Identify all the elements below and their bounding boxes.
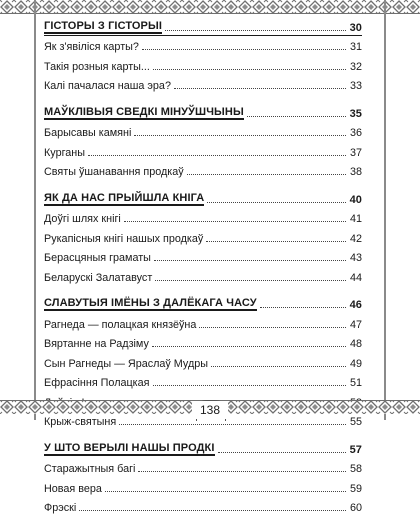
leader-dots <box>247 115 346 117</box>
entry-title: Рагнеда — полацкая князёўна <box>44 319 196 331</box>
entry-title: Новая вера <box>44 483 102 495</box>
toc-entry <box>44 225 362 245</box>
leader-dots <box>165 29 346 31</box>
entry-title: Берасцяныя граматы <box>44 252 151 264</box>
leader-dots <box>138 470 346 472</box>
section-heading: СЛАВУТЫЯ ІМЁНЫ З ДАЛЁКАГА ЧАСУ <box>44 297 257 311</box>
left-margin-line <box>34 0 36 420</box>
section-heading: МАЎКЛІВЫЯ СВЕДКІ МІНУЎШЧЫНЫ <box>44 106 244 120</box>
section-heading: У ШТО ВЕРЫЛІ НАШЫ ПРОДКІ <box>44 442 215 456</box>
page-ref: 46 <box>348 299 362 311</box>
page-ref: 40 <box>348 194 362 206</box>
entry-title: Барысавы камяні <box>44 127 131 139</box>
leader-dots <box>199 326 346 328</box>
right-margin-line <box>384 0 386 420</box>
page-number: 138 <box>192 401 228 419</box>
entry-title: Вяртанне на Радзіму <box>44 338 149 350</box>
entry-title: Крыж-святыня <box>44 416 116 428</box>
leader-dots <box>207 201 346 203</box>
section-heading: ЯК ДА НАС ПРЫЙШЛА КНІГА <box>44 192 204 206</box>
toc-entry <box>44 245 362 265</box>
page-ref: 47 <box>348 319 362 331</box>
toc-entry <box>44 206 362 226</box>
entry-title: Як з'явіліся карты? <box>44 41 139 53</box>
leader-dots <box>155 279 346 281</box>
page-ref: 35 <box>348 108 362 120</box>
leader-dots <box>119 423 346 425</box>
page-ref: 60 <box>348 502 362 514</box>
entry-title: Калі пачалася наша эра? <box>44 80 171 92</box>
leader-dots <box>153 68 346 70</box>
toc-entry <box>44 264 362 284</box>
toc-section <box>44 14 362 92</box>
leader-dots <box>152 345 346 347</box>
leader-dots <box>260 306 346 308</box>
entry-title: Доўгі шлях кнігі <box>44 213 121 225</box>
toc-entry <box>44 120 362 140</box>
leader-dots <box>206 240 346 242</box>
toc-entry <box>44 159 362 179</box>
top-ornament-border <box>0 0 420 14</box>
page-ref: 33 <box>348 80 362 92</box>
leader-dots <box>79 509 346 511</box>
page-ref: 31 <box>348 41 362 53</box>
page-ref: 32 <box>348 61 362 73</box>
section-heading-row <box>44 436 362 456</box>
page-ref: 38 <box>348 166 362 178</box>
toc-entry <box>44 456 362 476</box>
leader-dots <box>153 384 347 386</box>
toc-entry <box>44 350 362 370</box>
entry-title: Святы ўшанавання продкаў <box>44 166 184 178</box>
page-ref: 58 <box>348 463 362 475</box>
section-heading-row <box>44 100 362 120</box>
entry-title: Сын Рагнеды — Яраслаў Мудры <box>44 358 208 370</box>
page-ref: 49 <box>348 358 362 370</box>
leader-dots <box>211 365 346 367</box>
entry-title: Фрэскі <box>44 502 76 514</box>
entry-title: Такія розныя карты... <box>44 61 150 73</box>
leader-dots <box>88 154 346 156</box>
section-heading-row <box>44 14 362 34</box>
toc-entry <box>44 311 362 331</box>
page-ref: 59 <box>348 483 362 495</box>
page-ref: 44 <box>348 272 362 284</box>
leader-dots <box>187 173 346 175</box>
page-ref: 55 <box>348 416 362 428</box>
page-ref: 36 <box>348 127 362 139</box>
page-ref: 48 <box>348 338 362 350</box>
entry-title: Курганы <box>44 147 85 159</box>
toc-section <box>44 186 362 284</box>
table-of-contents <box>44 14 362 514</box>
toc-entry <box>44 139 362 159</box>
leader-dots <box>218 451 346 453</box>
page-ref: 30 <box>348 22 362 34</box>
section-heading-row <box>44 186 362 206</box>
leader-dots <box>142 48 346 50</box>
page-ref: 43 <box>348 252 362 264</box>
page-ref: 57 <box>348 444 362 456</box>
page-ref: 37 <box>348 147 362 159</box>
section-heading: ГІСТОРЫ З ГІСТОРЫІ <box>44 20 162 34</box>
toc-entry <box>44 495 362 514</box>
entry-title: Рукапісныя кнігі нашых продкаў <box>44 233 203 245</box>
toc-entry <box>44 475 362 495</box>
entry-title: Ефрасіння Полацкая <box>44 377 150 389</box>
entry-title: Старажытныя багі <box>44 463 135 475</box>
leader-dots <box>174 87 346 89</box>
leader-dots <box>134 134 346 136</box>
page-ref: 42 <box>348 233 362 245</box>
page-ref: 41 <box>348 213 362 225</box>
toc-entry <box>44 53 362 73</box>
toc-section <box>44 436 362 514</box>
leader-dots <box>154 259 346 261</box>
page-ref: 51 <box>348 377 362 389</box>
leader-dots <box>124 220 346 222</box>
section-heading-row <box>44 292 362 312</box>
toc-entry <box>44 331 362 351</box>
toc-entry <box>44 34 362 54</box>
toc-entry <box>44 370 362 390</box>
toc-entry <box>44 73 362 93</box>
toc-section <box>44 100 362 178</box>
entry-title: Беларускі Залатавуст <box>44 272 152 284</box>
leader-dots <box>105 490 346 492</box>
